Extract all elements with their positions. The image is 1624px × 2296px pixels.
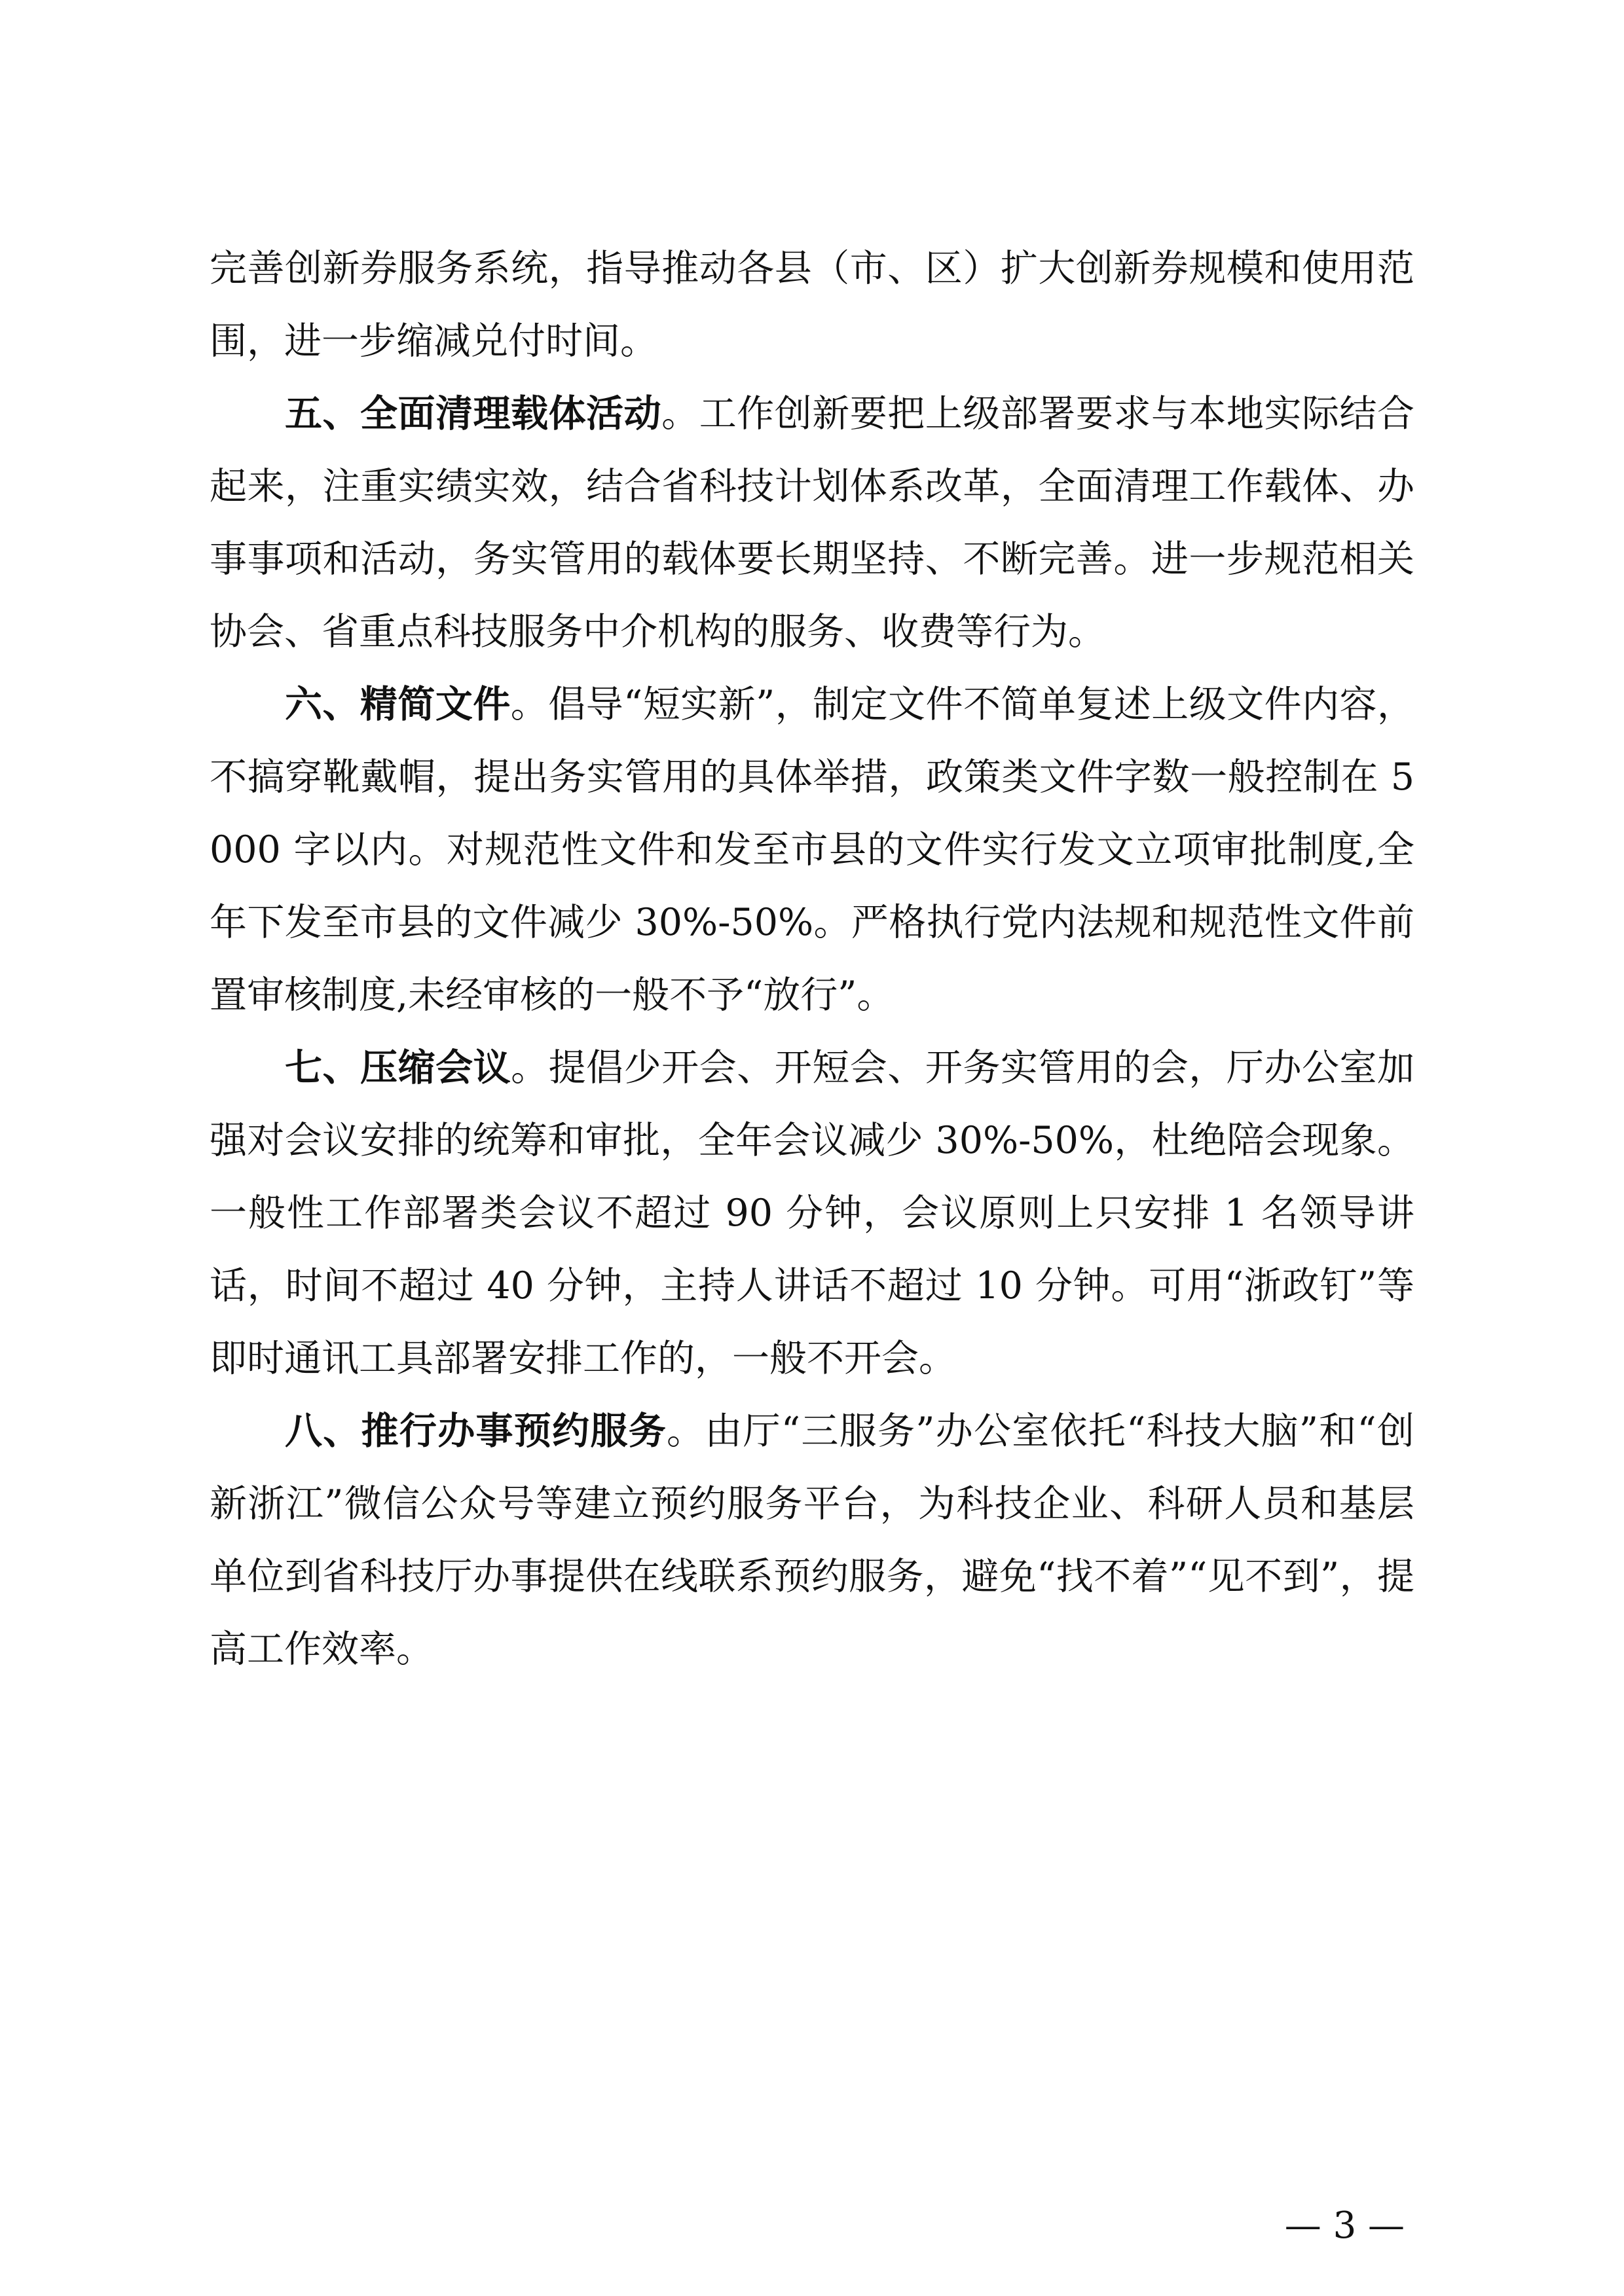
section-heading-7: 七、压缩会议 — [285, 1046, 511, 1089]
paragraph-6-text: 。倡导“短实新”，制定文件不简单复述上级文件内容，不搞穿靴戴帽，提出务实管用的具体举措，政策类文件字数一般控制在 5000 字以内。对规范性文件和发至市县的文件实行发文立项审批制度,全年下发至市县的文件减少 30%-50%。严格执行党内法规和规范性文件前置审核制度,未经审核的一般不予“放行”。 — [210, 683, 1415, 1017]
paragraph-7-text: 。提倡少开会、开短会、开务实管用的会，厅办公室加强对会议安排的统筹和审批，全年会议减少 30%-50%，杜绝陪会现象。一般性工作部署类会议不超过 90 分钟，会议原则上只安排 1 名领导讲话，时间不超过 40 分钟，主持人讲话不超过 10 分钟。可用“浙政钉”等即时通讯工具部署安排工作的，一般不开会。 — [210, 1046, 1415, 1380]
section-heading-8: 八、推行办事预约服务 — [285, 1410, 667, 1453]
paragraph-6 — [210, 668, 1414, 1032]
paragraph-5-text: 。工作创新要把上级部署要求与本地实际结合起来，注重实绩实效，结合省科技计划体系改革，全面清理工作载体、办事事项和活动，务实管用的载体要长期坚持、不断完善。进一步规范相关协会、省重点科技服务中介机构的服务、收费等行为。 — [210, 392, 1414, 653]
section-heading-5: 五、全面清理载体活动 — [285, 392, 662, 435]
paragraph-7 — [210, 1032, 1414, 1395]
document-body — [210, 232, 1414, 1686]
page-number: — 3 — — [1284, 2204, 1405, 2247]
paragraph-8 — [210, 1395, 1414, 1686]
paragraph-1-text: 完善创新券服务系统，指导推动各县（市、区）扩大创新券规模和使用范围，进一步缩减兑付时间。 — [210, 247, 1414, 363]
section-heading-6: 六、精简文件 — [285, 683, 511, 726]
paragraph-5 — [210, 378, 1414, 668]
paragraph-8-text: 。由厅“三服务”办公室依托“科技大脑”和“创新浙江”微信公众号等建立预约服务平台，为科技企业、科研人员和基层单位到省科技厅办事提供在线联系预约服务，避免“找不着”“见不到”，提高工作效率。 — [210, 1410, 1414, 1671]
paragraph-1 — [210, 232, 1414, 378]
